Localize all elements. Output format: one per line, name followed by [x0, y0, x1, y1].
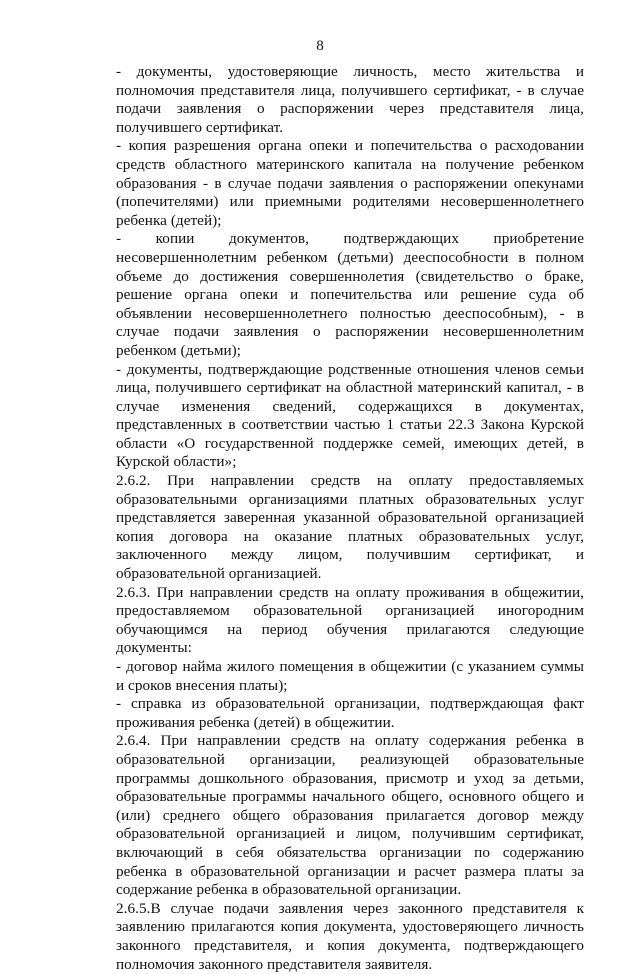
paragraph-dormitory-lease: - договор найма жилого помещения в общежитии (с указанием суммы и сроков внесения платы); [116, 658, 584, 694]
paragraph-2-6-4: 2.6.4. При направлении средств на оплату содержания ребенка в образовательной организации, реализующей образовательные программы дошкольного образования, присмотр и уход за детьми, образовательные программы начального общего, основного общего и (или) среднего общего образования прилагается договор между образовательной организацией и лицом, получившим сертификат, включающий в себя обязательства организации по содержанию ребенка в образовательной организации и расчет размера платы за содержание ребенка в образовательной организации. [116, 732, 584, 899]
page-number: 8 [316, 38, 324, 54]
paragraph-legal-capacity-documents: - копии документов, подтверждающих приобретение несовершеннолетним ребенком (детьми) дееспособности в полном объеме до достижения совершеннолетия (свидетельство о браке, решение органа опеки и попечительства или решение суда об объявлении несовершеннолетнего полностью дееспособным), - в случае подачи заявления о распоряжении несовершеннолетним ребенком (детьми); [116, 230, 584, 359]
paragraph-family-relation-documents: - документы, подтверждающие родственные отношения членов семьи лица, получившего сертификат на областной материнский капитал, - в случае изменения сведений, содержащихся в документах, представленных в соответствии частью 1 статьи 22.3 Закона Курской области «О государственной поддержке семей, имеющих детей, в Курской области»; [116, 360, 584, 471]
paragraph-guardianship-permission: - копия разрешения органа опеки и попечительства о расходовании средств областного материнского капитала на получение ребенком образования - в случае подачи заявления о распоряжении опекунами (попечителями) или приемными родителями несовершеннолетнего ребенка (детей); [116, 137, 584, 229]
paragraph-2-6-3: 2.6.3. При направлении средств на оплату проживания в общежитии, предоставляемом образовательной организацией иногородним обучающимся на период обучения прилагаются следующие документы: [116, 583, 584, 657]
paragraph-representative-documents: - документы, удостоверяющие личность, место жительства и полномочия представителя лица, получившего сертификат, - в случае подачи заявления о распоряжении через представителя лица, получившего сертификат. [116, 63, 584, 136]
paragraph-2-6-5: 2.6.5.В случае подачи заявления через законного представителя к заявлению прилагаются копия документа, удостоверяющего личность законного представителя, и копия документа, подтверждающего полномочия законного представителя заявителя. [116, 899, 584, 973]
paragraph-2-6-2: 2.6.2. При направлении средств на оплату предоставляемых образовательными организациями платных образовательных услуг представляется заверенная указанной образовательной организацией копия договора на оказание платных образовательных услуг, заключенного между лицом, получившим сертификат, и образовательной организацией. [116, 472, 584, 583]
paragraph-dormitory-certificate: - справка из образовательной организации, подтверждающая факт проживания ребенка (детей) в общежитии. [116, 695, 584, 731]
document-body [116, 63, 584, 974]
